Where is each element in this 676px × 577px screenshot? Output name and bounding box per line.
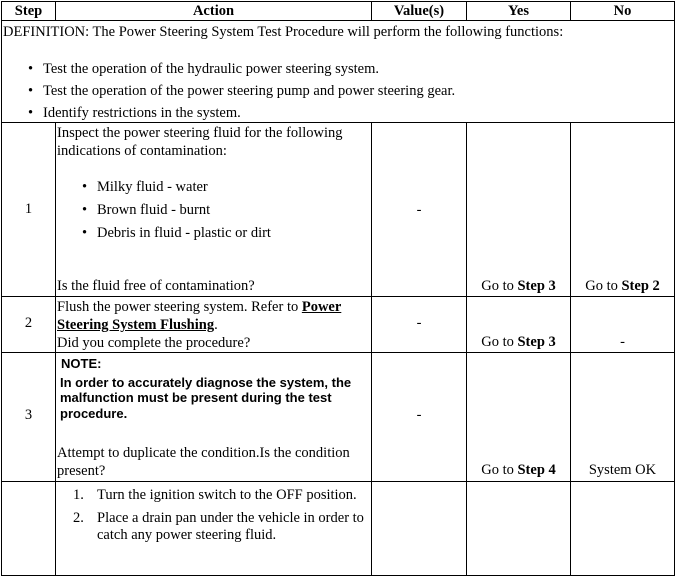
yes-prefix: Go to [481, 462, 518, 478]
row-divider [1, 122, 675, 123]
definition-cell [3, 22, 673, 122]
no-prefix: Go to [585, 278, 622, 294]
action-question: Did you complete the procedure? [57, 335, 251, 351]
note-title: NOTE: [61, 356, 102, 371]
list-item: • Milky fluid - water [57, 178, 370, 196]
row-divider [1, 352, 675, 353]
header-values: Value(s) [393, 3, 445, 19]
list-item: • Brown fluid - burnt [57, 201, 370, 219]
action-suffix: . [214, 317, 218, 333]
table-border-bottom [1, 575, 675, 576]
value-cell: - [416, 315, 422, 331]
row-divider [1, 296, 675, 297]
step-number: 2 [24, 315, 33, 331]
table-border-left [1, 1, 2, 576]
header-yes: Yes [508, 3, 529, 19]
action-cell [57, 124, 370, 296]
value-cell: - [416, 202, 422, 218]
header-no: No [613, 3, 632, 19]
action-text: Flush the power steering system. Refer to [57, 299, 302, 315]
header-step: Step [14, 3, 43, 19]
yes-prefix: Go to [481, 334, 518, 350]
yes-step-link[interactable]: Step 4 [517, 462, 556, 478]
step-item-number: 1. [73, 487, 84, 503]
definition-text: DEFINITION: The Power Steering System Test Procedure will perform the following functions: [3, 24, 564, 40]
contamination-list [57, 178, 370, 242]
action-cell [57, 354, 370, 481]
yes-step-link[interactable]: Step 3 [517, 334, 556, 350]
no-cell: System OK [588, 462, 657, 478]
no-cell [571, 277, 674, 295]
step-item-number: 2. [73, 510, 84, 526]
definition-list [3, 60, 673, 122]
step-item-text: Turn the ignition switch to the OFF position. [97, 487, 357, 503]
action-text: Inspect the power steering fluid for the following indications of contamination: [57, 125, 343, 159]
list-item: • Identify restrictions in the system. [3, 104, 673, 122]
action-cell [57, 298, 370, 352]
list-item [57, 510, 370, 544]
yes-cell [467, 277, 570, 295]
action-question: Is the fluid free of contamination? [57, 278, 255, 294]
action-question: Attempt to duplicate the condition.Is the condition present? [57, 445, 350, 479]
yes-cell [467, 333, 570, 351]
list-item: • Test the operation of the hydraulic power steering system. [3, 60, 673, 78]
action-cell [57, 487, 370, 575]
column-divider [55, 122, 56, 576]
no-cell: - [620, 334, 625, 350]
note-text: In order to accurately diagnose the system, the malfunction must be present during the test procedure. [60, 374, 352, 421]
procedure-steps [57, 487, 370, 544]
list-item [57, 487, 370, 504]
row-divider [1, 481, 675, 482]
table-border-right [674, 1, 675, 576]
column-divider [371, 122, 372, 576]
no-step-link[interactable]: Step 2 [621, 278, 660, 294]
value-cell: - [416, 407, 422, 423]
yes-step-link[interactable]: Step 3 [517, 278, 556, 294]
yes-prefix: Go to [481, 278, 518, 294]
step-item-text: Place a drain pan under the vehicle in order to catch any power steering fluid. [97, 510, 364, 543]
flushing-link[interactable]: Power Steering System Flushing [57, 299, 342, 333]
list-item: • Debris in fluid - plastic or dirt [57, 224, 370, 242]
step-number: 1 [24, 201, 33, 217]
yes-cell [467, 461, 570, 479]
list-item: • Test the operation of the power steering pump and power steering gear. [3, 82, 673, 100]
header-action: Action [192, 3, 235, 19]
step-number: 3 [24, 407, 33, 423]
